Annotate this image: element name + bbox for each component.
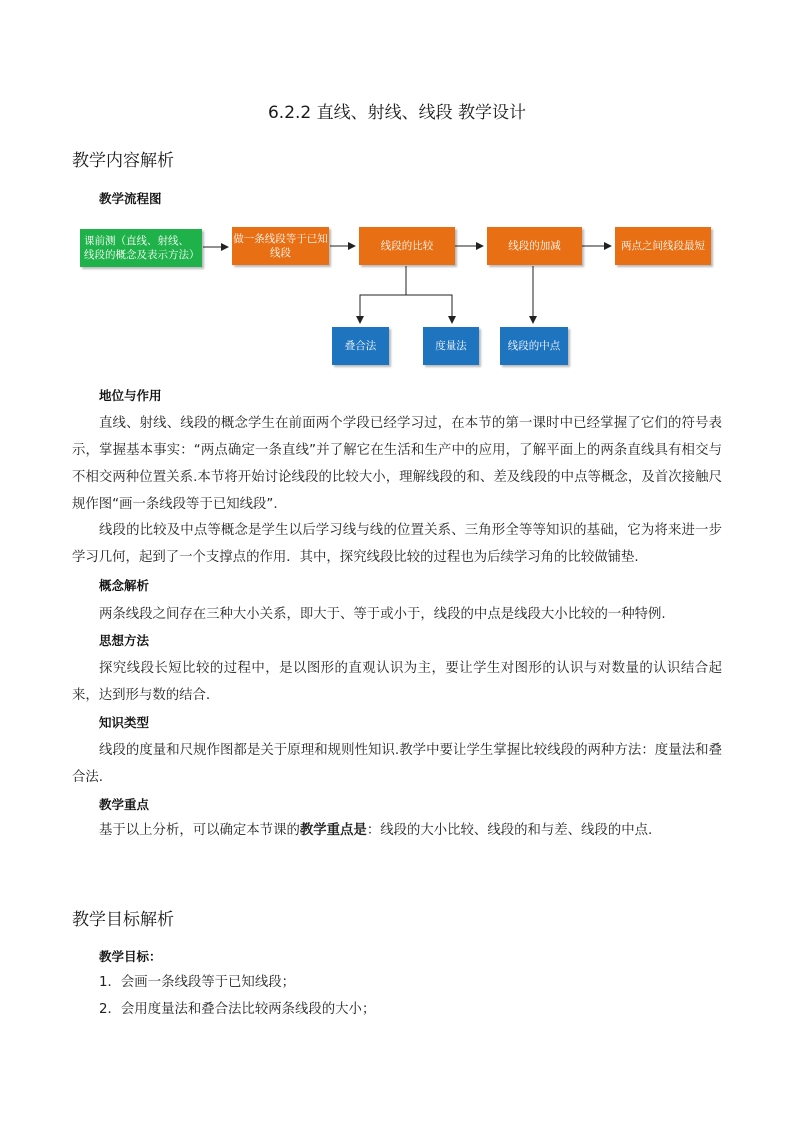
flow-box-draw-equal-segment: 做一条线段等于已知线段 <box>232 227 329 265</box>
position-paragraph-1: 直线、射线、线段的概念学生在前面两个学段已经学习过，在本节的第一课时中已经掌握了它们的符号表示，掌握基本事实：“两点确定一条直线”并了解它在生活和生产中的应用，了解平面上的两条直线具有相交与不相交两种位置关系.本节将开始讨论线段的比较大小，理解线段的和、差及线段的中点等概念，及首次接触尺规作图“画一条线段等于已知线段”. <box>72 416 722 512</box>
arrow-compare-to-measure <box>406 295 452 323</box>
arrow-compare-to-overlap <box>360 266 406 323</box>
keypoint-heading: 教学重点 <box>99 797 150 812</box>
section-heading-content-analysis: 教学内容解析 <box>72 151 174 171</box>
page-title: 6.2.2 直线、射线、线段 教学设计 <box>267 103 527 123</box>
thinking-paragraph: 探究线段长短比较的过程中，是以图形的直观认识为主，要让学生对图形的认识与对数量的认识结合起来，达到形与数的结合. <box>72 661 722 703</box>
flow-box-segment-addition: 线段的加减 <box>487 227 582 265</box>
concept-paragraph: 两条线段之间存在三种大小关系，即大于、等于或小于，线段的中点是线段大小比较的一种特例. <box>99 607 666 622</box>
keypoint-prefix: 基于以上分析，可以确定本节课的 <box>99 823 300 838</box>
flow-box-pretest: 课前测（直线、射线、线段的概念及表示方法） <box>80 229 202 267</box>
knowledge-paragraph: 线段的度量和尺规作图都是关于原理和规则性知识.教学中要让学生掌握比较线段的两种方法：度量法和叠合法. <box>72 743 722 785</box>
keypoint-bold: 教学重点是 <box>299 823 367 838</box>
goal-item-1: 1．会画一条线段等于已知线段； <box>99 975 295 990</box>
flow-box-overlap-method: 叠合法 <box>332 327 389 365</box>
section-heading-goal-analysis: 教学目标解析 <box>72 910 174 930</box>
position-heading: 地位与作用 <box>99 388 162 403</box>
flow-box-midpoint: 线段的中点 <box>500 327 568 365</box>
goal-item-2: 2．会用度量法和叠合法比较两条线段的大小； <box>99 1002 376 1017</box>
keypoint-paragraph <box>99 821 652 841</box>
flowchart-connectors <box>0 0 794 380</box>
thinking-heading: 思想方法 <box>99 633 150 648</box>
flowchart-heading: 教学流程图 <box>99 191 162 206</box>
knowledge-heading: 知识类型 <box>99 715 150 730</box>
keypoint-suffix: ：线段的大小比较、线段的和与差、线段的中点. <box>366 823 653 838</box>
position-paragraph-2: 线段的比较及中点等概念是学生以后学习线与线的位置关系、三角形全等等知识的基础，它为将来进一步学习几何，起到了一个支撑点的作用．其中，探究线段比较的过程也为后续学习角的比较做铺垫. <box>72 523 722 565</box>
flow-box-measure-method: 度量法 <box>423 327 479 365</box>
concept-heading: 概念解析 <box>99 578 150 593</box>
flow-box-shortest-segment: 两点之间线段最短 <box>615 227 711 265</box>
goals-heading: 教学目标： <box>99 949 162 964</box>
flow-box-segment-comparison: 线段的比较 <box>359 227 455 265</box>
